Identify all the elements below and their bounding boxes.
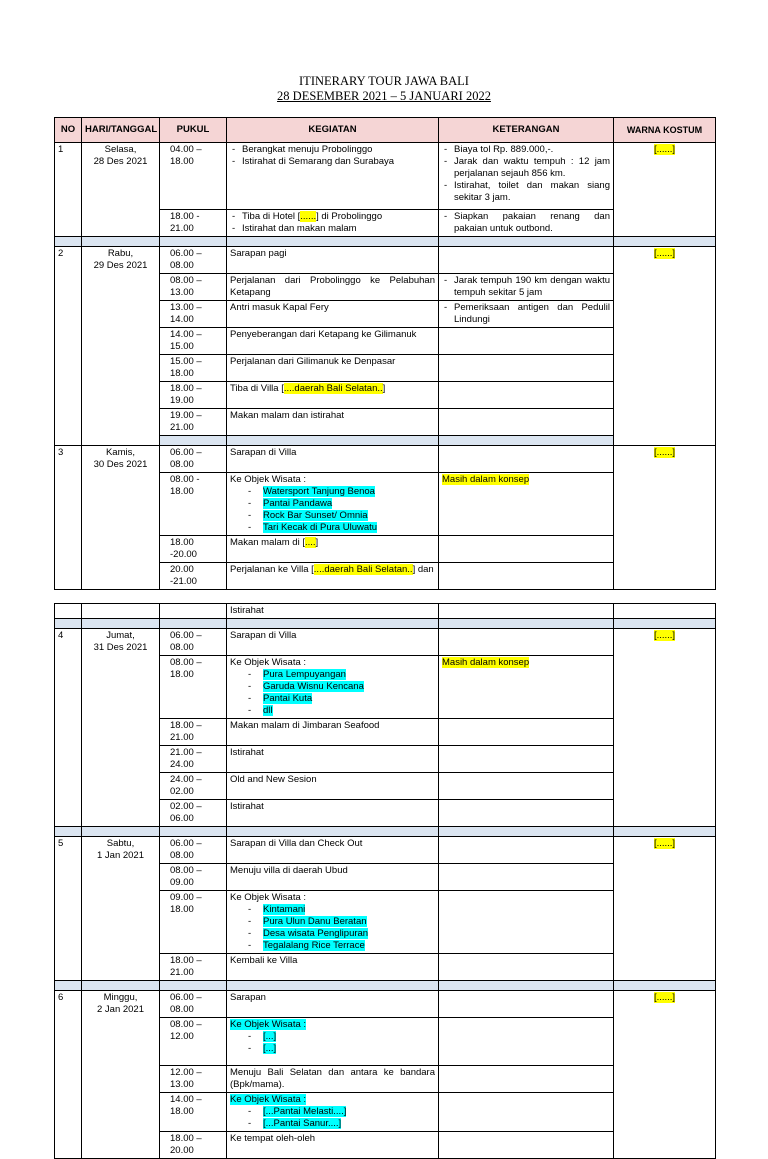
note-item: - Siapkan pakaian renang dan pakaian untuk outbond. (442, 211, 610, 235)
time-cell: 08.00 – 09.00 (160, 864, 227, 891)
notes-cell (439, 143, 614, 210)
notes-cell (439, 328, 614, 355)
destination-item: - dll (230, 705, 435, 717)
destination-item: - Kintamani (230, 904, 435, 916)
notes-cell (439, 954, 614, 981)
activity-cell: Perjalanan dari Gilimanuk ke Denpasar (227, 355, 439, 382)
costume-cell (614, 629, 716, 827)
notes-cell (439, 301, 614, 328)
activity-cell: Sarapan (227, 991, 439, 1018)
destination-item: - [...Pantai Sanur....] (230, 1118, 435, 1130)
activity-cell (227, 143, 439, 210)
activity-heading: Ke Objek Wisata : (230, 892, 307, 903)
day-date: 2 Jan 2021 (96, 1004, 144, 1015)
notes-cell (439, 210, 614, 237)
activity-item: - Berangkat menuju Probolinggo (230, 144, 435, 156)
costume-cell (614, 991, 716, 1159)
itinerary-table-page-2 (54, 603, 716, 1159)
time-cell: 24.00 – 02.00 (160, 773, 227, 800)
day-date: 31 Des 2021 (93, 642, 148, 653)
time-cell: 18.00 -20.00 (160, 536, 227, 563)
time-cell: 18.00 – 21.00 (160, 719, 227, 746)
villa-placeholder: ....daerah Bali Selatan.. (283, 383, 383, 394)
table-row (55, 604, 716, 619)
activity-item: - Tiba di Hotel [......] di Probolinggo (230, 211, 435, 223)
day-number: 5 (55, 837, 82, 981)
time-cell: 18.00 - 21.00 (160, 210, 227, 237)
document-subtitle: 28 DESEMBER 2021 – 5 JANUARI 2022 (277, 89, 491, 103)
activity-cell (227, 891, 439, 954)
concept-note: Masih dalam konsep (442, 657, 530, 668)
notes-cell (439, 382, 614, 409)
destination-item: - Desa wisata Penglipuran (230, 928, 435, 940)
notes-cell (439, 274, 614, 301)
destination-item: - [...] (230, 1043, 435, 1055)
notes-cell (439, 446, 614, 473)
activity-heading: Ke Objek Wisata : (230, 1019, 307, 1030)
separator-row (55, 237, 716, 247)
notes-cell (439, 563, 614, 590)
col-header-time: PUKUL (160, 118, 227, 143)
time-cell: 18.00 – 21.00 (160, 954, 227, 981)
time-cell: 12.00 – 13.00 (160, 1066, 227, 1093)
costume-placeholder: [......] (653, 447, 676, 458)
activity-cell: Sarapan di Villa dan Check Out (227, 837, 439, 864)
notes-cell (439, 656, 614, 719)
day-date-cell (82, 446, 160, 590)
time-cell: 08.00 – 18.00 (160, 656, 227, 719)
time-cell: 13.00 – 14.00 (160, 301, 227, 328)
time-cell: 02.00 – 06.00 (160, 800, 227, 827)
notes-cell (439, 536, 614, 563)
time-cell: 21.00 – 24.00 (160, 746, 227, 773)
costume-cell (614, 446, 716, 590)
time-cell: 06.00 – 08.00 (160, 991, 227, 1018)
activity-cell (227, 210, 439, 237)
notes-cell (439, 1066, 614, 1093)
day-name: Rabu, (107, 248, 134, 259)
villa-placeholder: ....daerah Bali Selatan.. (313, 564, 413, 575)
col-header-no: NO (55, 118, 82, 143)
activity-cell: Makan malam di Jimbaran Seafood (227, 719, 439, 746)
activity-cell: Sarapan di Villa (227, 446, 439, 473)
destination-item: - Tegalalang Rice Terrace (230, 940, 435, 952)
hotel-placeholder: ...... (300, 211, 317, 222)
day-number: 1 (55, 143, 82, 237)
notes-cell (439, 773, 614, 800)
time-cell: 06.00 – 08.00 (160, 837, 227, 864)
costume-cell (614, 143, 716, 237)
activity-item: - Istirahat dan makan malam (230, 223, 435, 235)
destination-item: - Garuda Wisnu Kencana (230, 681, 435, 693)
notes-cell (439, 1018, 614, 1066)
activity-cell (227, 656, 439, 719)
activity-cell: Tiba di Villa [....daerah Bali Selatan..] (227, 382, 439, 409)
activity-cell (227, 1093, 439, 1132)
notes-cell (439, 1132, 614, 1159)
col-header-day: HARI/TANGGAL (82, 118, 160, 143)
table-row (55, 446, 716, 473)
day-number: 6 (55, 991, 82, 1159)
notes-cell (439, 891, 614, 954)
separator-row (55, 827, 716, 837)
day-number: 2 (55, 247, 82, 446)
notes-cell (439, 355, 614, 382)
activity-cell: Sarapan di Villa (227, 629, 439, 656)
costume-cell (614, 247, 716, 446)
separator-row (55, 981, 716, 991)
table-row (55, 143, 716, 210)
activity-cell: Antri masuk Kapal Fery (227, 301, 439, 328)
destination-item: - Watersport Tanjung Benoa (230, 486, 435, 498)
destination-item: - Pura Lempuyangan (230, 669, 435, 681)
activity-cell: Perjalanan dari Probolinggo ke Pelabuhan Ketapang (227, 274, 439, 301)
activity-cell: Istirahat (227, 800, 439, 827)
destination-item: - Tari Kecak di Pura Uluwatu (230, 522, 435, 534)
separator-row (55, 619, 716, 629)
destination-item: - Rock Bar Sunset/ Omnia (230, 510, 435, 522)
time-cell: 15.00 – 18.00 (160, 355, 227, 382)
costume-placeholder: [......] (653, 838, 676, 849)
activity-item: - Istirahat di Semarang dan Surabaya (230, 156, 435, 168)
day-date-cell (82, 837, 160, 981)
day-date-cell (82, 143, 160, 237)
activity-cell: Menuju villa di daerah Ubud (227, 864, 439, 891)
activity-heading: Ke Objek Wisata : (230, 1094, 307, 1105)
costume-cell (614, 837, 716, 981)
note-item: - Jarak dan waktu tempuh : 12 jam perjalanan sejauh 856 km. (442, 156, 610, 180)
time-cell: 08.00 – 12.00 (160, 1018, 227, 1066)
notes-cell (439, 746, 614, 773)
notes-cell (439, 247, 614, 274)
note-item: - Biaya tol Rp. 889.000,-. (442, 144, 610, 156)
activity-cell: Old and New Sesion (227, 773, 439, 800)
day-date-cell (82, 247, 160, 446)
activity-cell: Makan malam di [....] (227, 536, 439, 563)
destination-item: - [...Pantai Melasti....] (230, 1106, 435, 1118)
activity-cell: Penyeberangan dari Ketapang ke Gilimanuk (227, 328, 439, 355)
activity-cell: Perjalanan ke Villa [....daerah Bali Selatan..] dan (227, 563, 439, 590)
day-name: Sabtu, (106, 838, 135, 849)
activity-heading: Ke Objek Wisata : (230, 474, 307, 485)
day-date: 1 Jan 2021 (96, 850, 144, 861)
day-name: Jumat, (106, 630, 135, 641)
table-row (55, 991, 716, 1018)
itinerary-table-page-1 (54, 117, 716, 590)
activity-cell: Kembali ke Villa (227, 954, 439, 981)
col-header-notes: KETERANGAN (439, 118, 614, 143)
costume-placeholder: [......] (653, 144, 676, 155)
time-cell: 08.00 – 13.00 (160, 274, 227, 301)
notes-cell (439, 473, 614, 536)
note-item: - Istirahat, toilet dan makan siang sekitar 3 jam. (442, 180, 610, 204)
dinner-placeholder: .... (304, 537, 316, 548)
time-cell: 18.00 – 19.00 (160, 382, 227, 409)
activity-cell: Istirahat (227, 604, 439, 619)
notes-cell (439, 837, 614, 864)
time-cell: 18.00 – 20.00 (160, 1132, 227, 1159)
notes-cell (439, 800, 614, 827)
time-cell: 09.00 – 18.00 (160, 891, 227, 954)
notes-cell (439, 719, 614, 746)
day-date-cell (82, 629, 160, 827)
destination-item: - Pura Ulun Danu Beratan (230, 916, 435, 928)
costume-placeholder: [......] (653, 630, 676, 641)
day-number: 3 (55, 446, 82, 590)
notes-cell (439, 864, 614, 891)
table-row (55, 837, 716, 864)
activity-cell: Menuju Bali Selatan dan antara ke bandara (Bpk/mama). (227, 1066, 439, 1093)
time-cell: 14.00 – 18.00 (160, 1093, 227, 1132)
time-cell: 04.00 – 18.00 (160, 143, 227, 210)
note-item: - Jarak tempuh 190 km dengan waktu tempuh sekitar 5 jam (442, 275, 610, 299)
activity-cell (227, 473, 439, 536)
activity-cell: Ke tempat oleh-oleh (227, 1132, 439, 1159)
day-number: 4 (55, 629, 82, 827)
time-cell: 06.00 – 08.00 (160, 247, 227, 274)
notes-cell (439, 629, 614, 656)
day-date: 28 Des 2021 (93, 156, 148, 167)
day-date: 30 Des 2021 (93, 459, 148, 470)
table-row (55, 629, 716, 656)
activity-cell: Makan malam dan istirahat (227, 409, 439, 436)
time-cell: 06.00 – 08.00 (160, 629, 227, 656)
costume-placeholder: [......] (653, 248, 676, 259)
activity-cell (227, 1018, 439, 1066)
document-title: ITINERARY TOUR JAWA BALI (299, 74, 469, 88)
time-cell: 14.00 – 15.00 (160, 328, 227, 355)
time-cell: 08.00 - 18.00 (160, 473, 227, 536)
time-cell: 06.00 – 08.00 (160, 446, 227, 473)
destination-item: - Pantai Kuta (230, 693, 435, 705)
notes-cell (439, 991, 614, 1018)
col-header-activity: KEGIATAN (227, 118, 439, 143)
time-cell: 20.00 -21.00 (160, 563, 227, 590)
activity-heading: Ke Objek Wisata : (230, 657, 307, 668)
activity-cell: Sarapan pagi (227, 247, 439, 274)
day-name: Kamis, (105, 447, 136, 458)
concept-note: Masih dalam konsep (442, 474, 530, 485)
destination-item: - Pantai Pandawa (230, 498, 435, 510)
day-name: Selasa, (104, 144, 137, 155)
day-date-cell (82, 991, 160, 1159)
destination-item: - [...] (230, 1031, 435, 1043)
activity-cell: Istirahat (227, 746, 439, 773)
col-header-costume: WARNA KOSTUM (614, 118, 716, 143)
note-item: - Pemeriksaan antigen dan Pedulil Lindungi (442, 302, 610, 326)
table-row (55, 247, 716, 274)
table-header-row (55, 118, 716, 143)
day-name: Minggu, (103, 992, 138, 1003)
costume-placeholder: [......] (653, 992, 676, 1003)
day-date: 29 Des 2021 (93, 260, 148, 271)
time-cell: 19.00 – 21.00 (160, 409, 227, 436)
notes-cell (439, 1093, 614, 1132)
notes-cell (439, 409, 614, 436)
